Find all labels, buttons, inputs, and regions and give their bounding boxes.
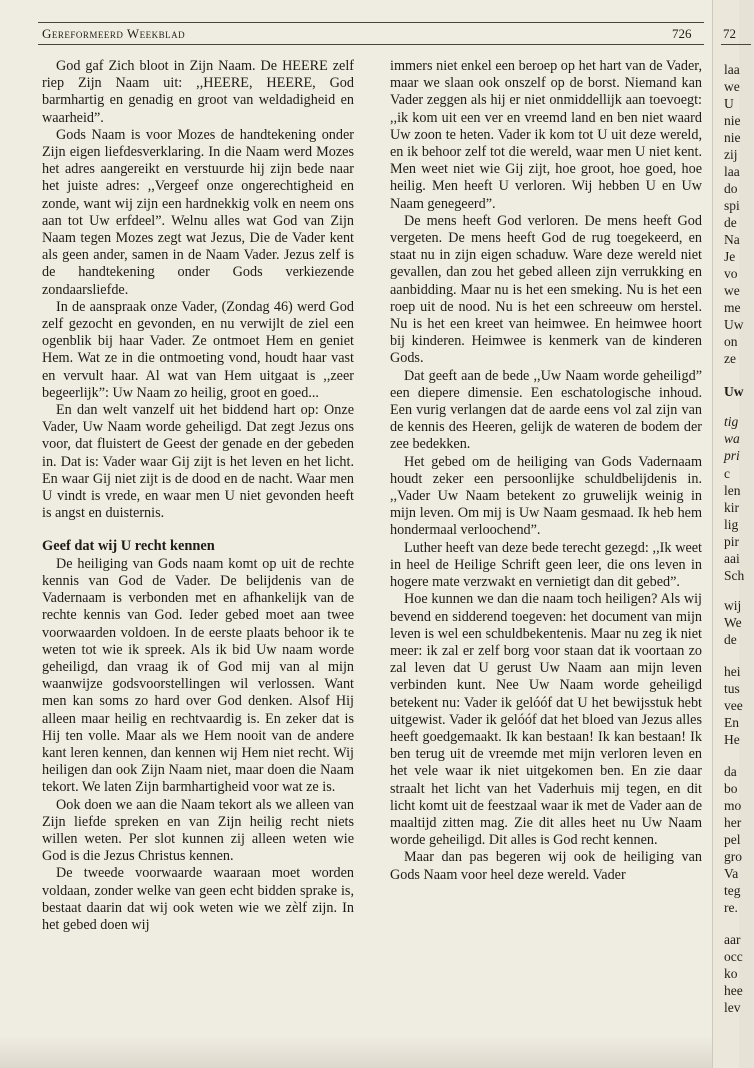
next-page-fragment: Va [724,866,739,881]
next-page-fragment: Je [724,249,736,264]
next-page-fragment: c [724,466,730,481]
paragraph: De mens heeft God verloren. De mens heeft God vergeten. De mens heeft God de rug toegekeerd, en staat nu in zijn eigen schaduw. Ware deze wereld niet gevallen, dan zou het gebed alleen zijn verrukking en aanbidding. Maar nu is het een smeking. Nu is het een roep uit de nood. Nu is het een schreeuw om herstel. Nu is het een kreet van heimwee. En heimwee hoort bij kinderen. Heimwee is kenmerk van de kinderen Gods. [390,212,702,367]
next-page-fragment: zij [724,147,738,162]
next-page-fragment: we [724,283,740,298]
next-page-fragment: mo [724,798,742,813]
next-page-fragment: we [724,79,740,94]
next-page-fragment: on [724,334,738,349]
paragraph: Gods Naam is voor Mozes de handtekening onder Zijn eigen liefdesverklaring. In die Naam werd Mozes het adres aangereikt en verstuurde hij zijn bede naar het juiste adres: ,,Vergeef onze ongerechtigheid en zonde, want wij zijn een hardnekkig volk en neem ons aan tot Uw erfdeel”. Welnu alles wat God van Zijn Naam tegen Mozes zegt wat Jezus, Die de Vader kent als geen ander, samen in de Naam Vader. Jezus zelf is de handtekening onder Gods verkiezende zondaarsliefde. [42,126,354,298]
next-page-fragment: len [724,483,741,498]
next-page-fragment: Uw [724,384,744,399]
right-column [390,58,702,884]
header-rule [38,44,704,45]
next-page-fragment: lig [724,517,739,532]
left-column [42,58,354,934]
next-page-fragment: Uw [724,317,744,332]
next-page-fragment: de [724,632,737,647]
page-number: 726 [672,26,692,41]
next-page-fragment: vee [724,698,743,713]
next-page-fragment: da [724,764,737,779]
next-page-fragment: aai [724,551,740,566]
next-page-fragment: spi [724,198,740,213]
next-page-fragment: her [724,815,742,830]
next-page-fragment: bo [724,781,738,796]
next-page-fragment: lev [724,1000,741,1015]
next-page-header-rule [721,44,751,45]
next-page-fragment: vo [724,266,738,281]
paragraph: immers niet enkel een beroep op het hart van de Vader, maar we slaan ook onszelf op de borst. Niemand kan Vader zeggen als hij er niet onmiddellijk aan toevoegt: ,,ik kom uit een ver en vreemd land en ben niet waard Uw zoon te heten. Vader ik kom tot U uit deze wereld, en ik behoor zelf tot die wereld, waar men U niet kent. Men weet niet wie Gij zijt, hoe groot, hoe goed, hoe heilig. Men heeft U verloren. Wij hebben U en Uw Naam genegeerd”. [390,58,702,212]
paragraph: De heiliging van Gods naam komt op uit de rechte kennis van God de Vader. De belijdenis van de Vadernaam is verbonden met en afhankelijk van de rechte kennis van God. Ieder gebed moet aan twee voorwaarden voldoen. In de eerste plaats behoor ik te weten tot wie ik spreek. Als ik bid Uw naam worde geheiligd, dan vraag ik of God mij van al mijn waanwijze godsvoorstellingen wil verlossen. Want men kan soms zo hard over God denken. Alsof Hij alleen maar heilig en rechtvaardig is. En zeker dat is Hij ten volle. Maar als we Hem nooit van de andere kant leren kennen, dan kennen wij Hem niet recht. Wij heiligen dan ook Zijn Naam niet, maar doen die Naam tekort. We laten Zijn barmhartigheid voor wat ze is. [42,555,354,796]
next-page-fragment: gro [724,849,742,864]
paragraph: Maar dan pas begeren wij ook de heiliging van Gods Naam voor heel deze wereld. Vader [390,849,702,883]
next-page-fragment: me [724,300,741,315]
paragraph: De tweede voorwaarde waaraan moet worden voldaan, zonder welke van geen echt bidden sprake is, bestaat daarin dat wij ook weten wie we zèlf zijn. In het gebed doen wij [42,865,354,933]
page-bottom-shade [0,1036,738,1068]
paragraph: Het gebed om de heiliging van Gods Vadernaam houdt zeker een persoonlijke schuldbelijdenis in. ,,Vader Uw Naam betekent zo gruwelijk weinig in mijn leven. Om mij is Uw Naam gesmaad. Ik heb hem hondermaal verloochend”. [390,453,702,539]
next-page-fragment: hei [724,664,741,679]
next-page-fragment: pri [724,448,740,463]
running-header-title: Gereformeerd Weekblad [42,26,186,41]
next-page-fragment: re. [724,900,738,915]
next-page-fragment: wij [724,598,742,613]
next-page-fragment: Na [724,232,740,247]
next-page-fragment: Sch [724,568,745,583]
next-page-fragment: hee [724,983,743,998]
next-page-fragment: ze [724,351,736,366]
paragraph: God gaf Zich bloot in Zijn Naam. De HEERE zelf riep Zijn Naam uit: ,,HEERE, HEERE, God barmhartig en genadig en groot van weldadigheid en waarheid”. [42,58,354,126]
next-page-fragment: tig [724,414,739,429]
next-page-fragment: teg [724,883,741,898]
paragraph: In de aanspraak onze Vader, (Zondag 46) werd God zelf gezocht en gevonden, en nu verwijlt de ziel een ogenblik bij haar Vader. Ze ontmoet Hem en geniet Hem. Wat ze in die ontmoeting vond, houdt haar vast en vervult haar. Al wat van Hem uitgaat is ,,zeer begeerlijk”: Uw Naam zo heilig, groot en goed... [42,298,354,401]
paragraph: Hoe kunnen we dan die naam toch heiligen? Als wij bevend en sidderend toegeven: het document van mijn leven is wel een schuldbekentenis. Maar nu zeg ik niet meer: ik zal er zelf borg voor staan dat ik voortaan zo zal leven dat U gerust Uw Naam aan mijn leven verbinden kunt. Nee Uw Naam worde geheiligd betekent nu: Vader ik gelóóf dat U het bewijsstuk hebt uitgewist. Vader ik gelóóf dat het bloed van Jezus alles heeft goedgemaakt. Ik kan bestaan! Ik kan bestaan! Ik ben terug uit de vreemde met mijn verloren leven en het vele waar ik niet uitgekomen ben. En zie daar straalt het licht van het Vaderhuis mij tegen, en dit licht komt uit de feestzaal waar ik met de Vader aan de maaltijd zitten mag. Zie dit alles heet nu Uw Naam worde geheiligd. Dit alles is God recht kennen. [390,591,702,849]
next-page-fragment: laa [724,62,740,77]
next-page-fragment: En [724,715,739,730]
next-page-fragment: He [724,732,740,747]
next-page-fragment: de [724,215,737,230]
next-page-fragment: nie [724,113,741,128]
paragraph: Luther heeft van deze bede terecht gezegd: ,,Ik weet in heel de Heilige Schrift geen leer, die ons leven in hogere mate verzwakt en vernietigt dan dit gebed”. [390,539,702,591]
next-page-number: 72 [723,26,736,41]
next-page-fragment: aar [724,932,741,947]
next-page-fragment: U [724,96,734,111]
next-page-fragment: do [724,181,738,196]
paragraph: Ook doen we aan die Naam tekort als we alleen van Zijn liefde spreken en van Zijn heilig recht niets willen weten. Per slot kunnen zij alleen weten wie God is die Jezus Christus kennen. [42,796,354,865]
next-page-fragment: wa [724,431,740,446]
next-page-fragment: kir [724,500,739,515]
paragraph: En dan welt vanzelf uit het biddend hart op: Onze Vader, Uw Naam worde geheiligd. Dat zegt Jezus ons voor, dat fluistert de Geest der genade en der gebeden in. Dat is: Vader waar Gij zijt is het leven en het licht. En waar Gij niet zijt is de dood en de nacht. Waar men U vindt is vrede, en waar men U niet gevonden heeft is angst en duisternis. [42,402,354,522]
next-page-fragment: tus [724,681,740,696]
next-page-fragment: pir [724,534,739,549]
next-page-fragment: laa [724,164,740,179]
header-rule-top [38,22,704,23]
next-page-fragment: occ [724,949,743,964]
next-page-fragment: nie [724,130,741,145]
next-page-edge [712,0,745,1068]
next-page-fragment: pel [724,832,741,847]
next-page-fragment: We [724,615,742,630]
paragraph: Dat geeft aan de bede ,,Uw Naam worde geheiligd” een diepere dimensie. Een eschatologische inhoud. Een vurig verlangen dat de aarde eens vol zal zijn van de kennis des Heeren, gelijk de wateren de bodem der zee bedekken. [390,367,702,453]
next-page-fragment: ko [724,966,738,981]
section-subheading: Geef dat wij U recht kennen [42,538,215,555]
